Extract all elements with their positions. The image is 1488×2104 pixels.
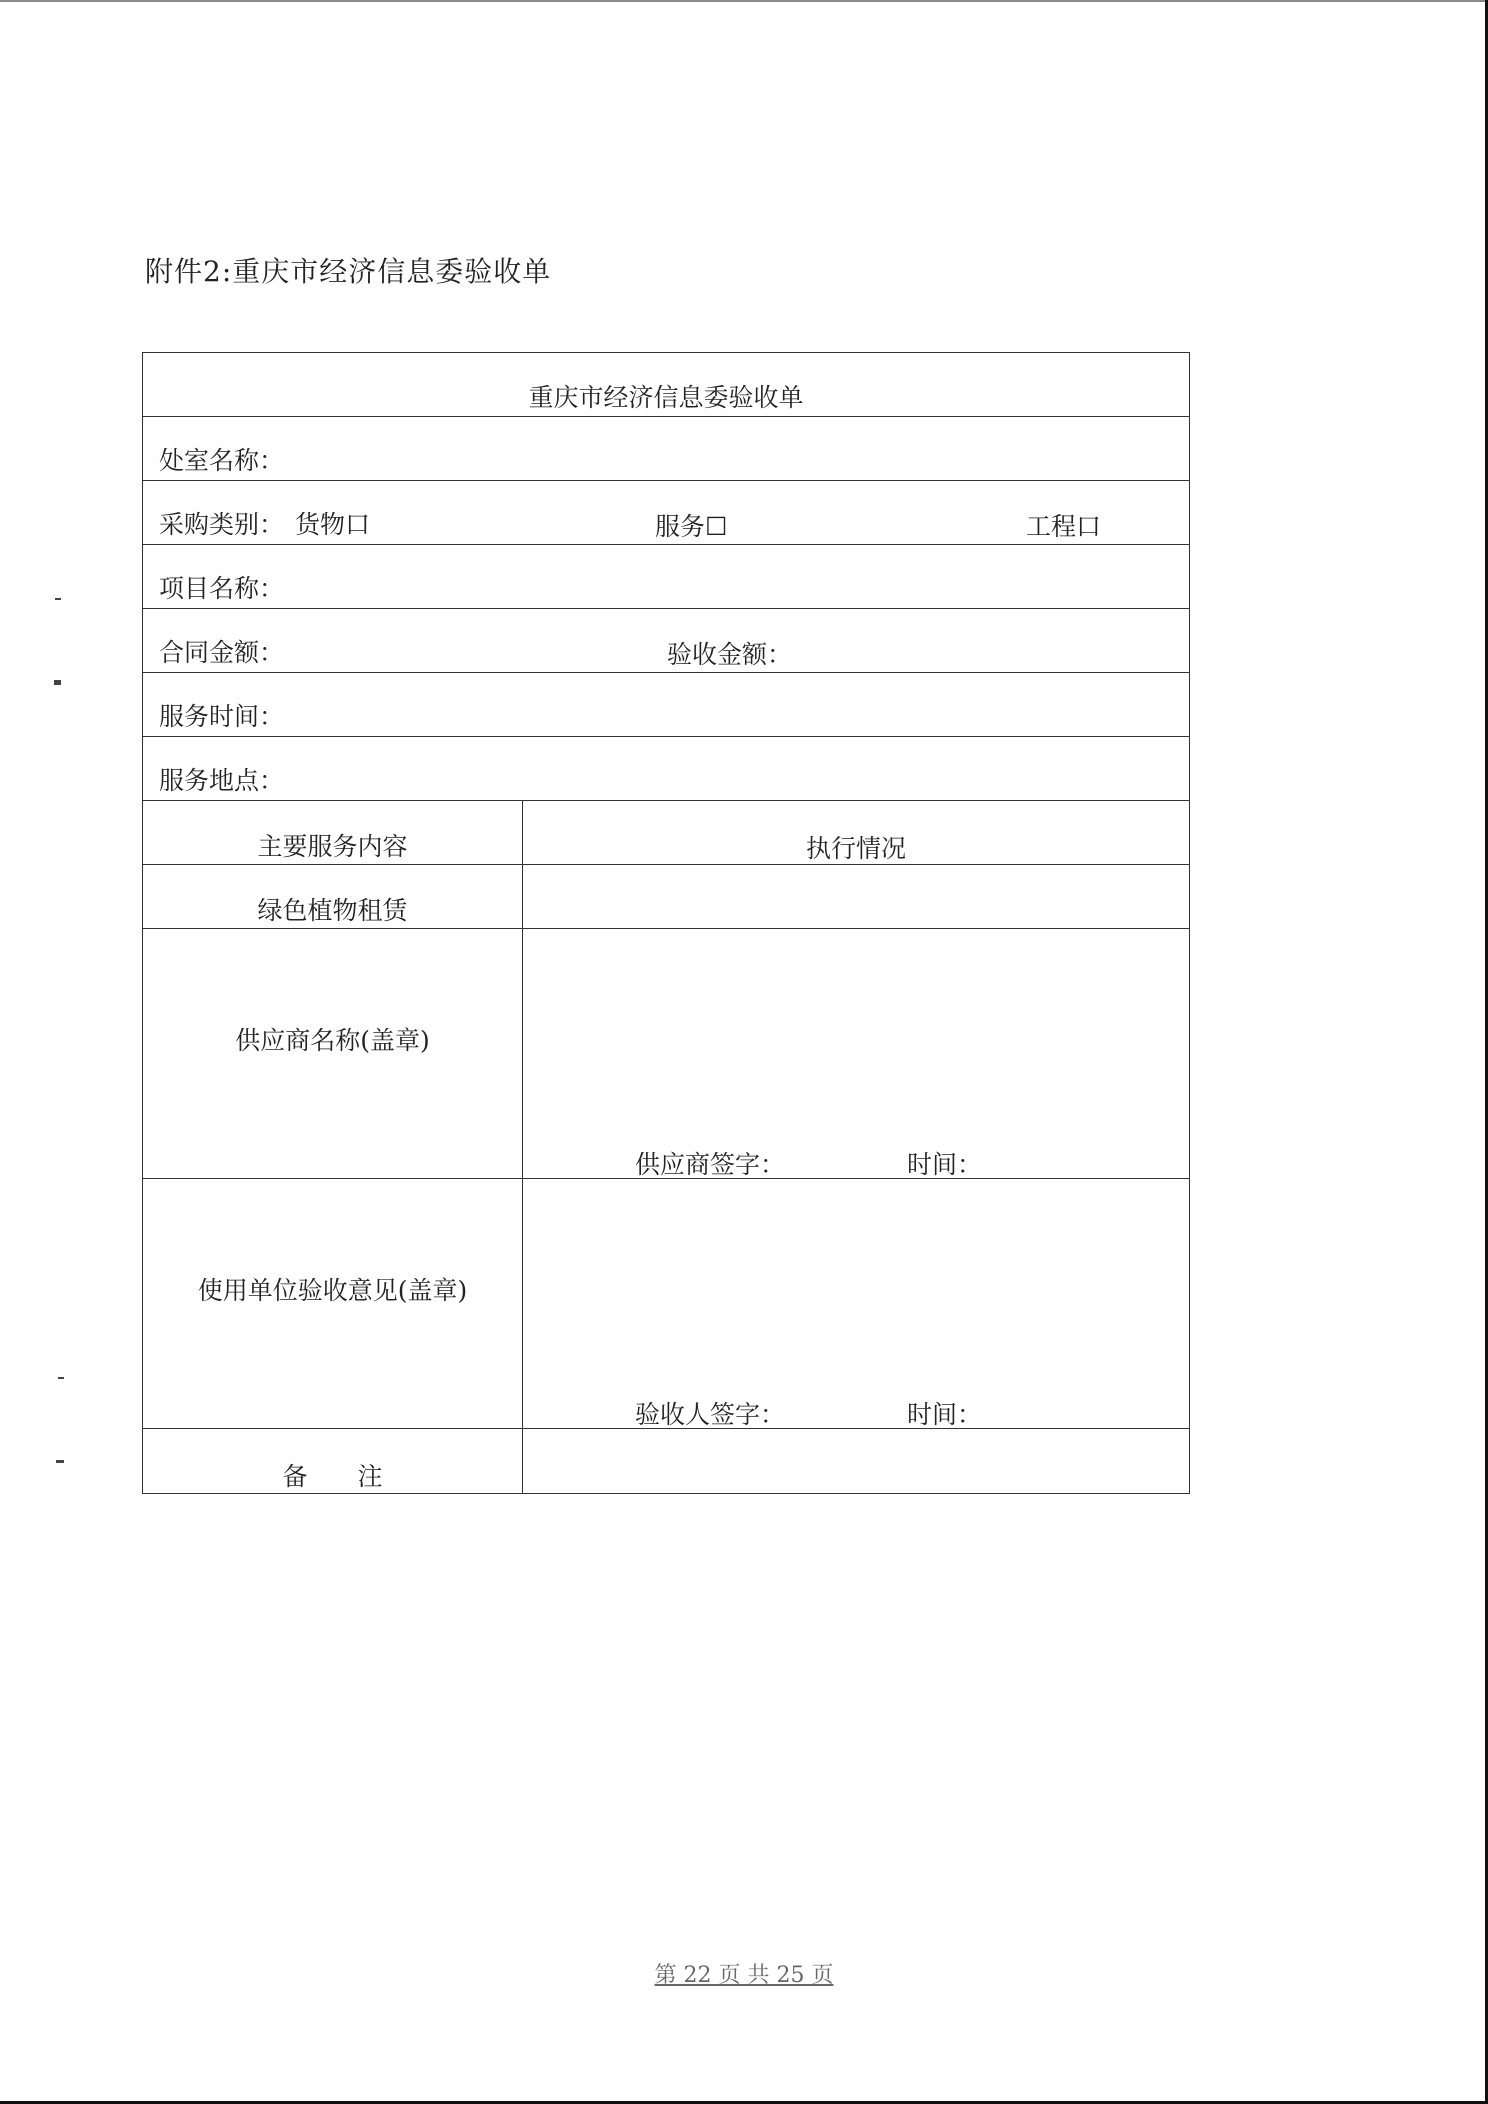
user-opinion-row [143,1179,1189,1429]
service-place-row [143,737,1189,801]
form-title: 重庆市经济信息委验收单 [528,383,804,412]
scan-speck [58,1377,64,1379]
project-label: 项目名称： [159,574,285,603]
document-heading: 附件2:重庆市经济信息委验收单 [145,255,552,288]
remarks-row [143,1429,1189,1493]
service-place-label: 服务地点： [159,766,285,795]
amount-row [143,609,1189,673]
service-time-label: 服务时间： [159,702,285,731]
acceptance-form [142,352,1190,1494]
supplier-time-label: 时间： [907,1150,983,1179]
scan-speck [56,1460,64,1463]
office-label: 处室名称： [159,446,285,475]
contract-amount-label: 合同金额： [159,638,285,667]
supplier-sign-label: 供应商签字： [635,1150,786,1179]
main-content-header: 主要服务内容 [257,832,408,861]
project-row [143,545,1189,609]
office-row [143,417,1189,481]
acceptor-sign-label: 验收人签字： [635,1400,786,1429]
service-item: 绿色植物租赁 [257,896,408,925]
remarks-cell [523,1429,1189,1493]
supplier-row [143,929,1189,1179]
form-title-row [143,353,1189,417]
category-goods: 货物口 [295,510,371,539]
page-top-edge [0,0,1488,2]
category-works: 工程口 [1026,512,1102,541]
category-label: 采购类别： [159,510,285,539]
remarks-label: 备 注 [282,1462,383,1491]
acceptor-time-label: 时间： [907,1400,983,1429]
execution-header: 执行情况 [805,834,906,863]
service-time-row [143,673,1189,737]
page-number: 第 22 页 共 25 页 [654,1963,834,1988]
service-item-execution-cell [523,865,1189,928]
service-item-row [143,865,1189,929]
content-header-row [143,801,1189,865]
user-opinion-label: 使用单位验收意见(盖章) [197,1276,468,1305]
category-service: 服务☐ [655,512,728,541]
acceptance-amount-label: 验收金额： [667,640,793,669]
supplier-name-label: 供应商名称(盖章) [235,1026,430,1055]
scan-speck [55,598,61,600]
category-row [143,481,1189,545]
scan-speck [54,680,61,685]
